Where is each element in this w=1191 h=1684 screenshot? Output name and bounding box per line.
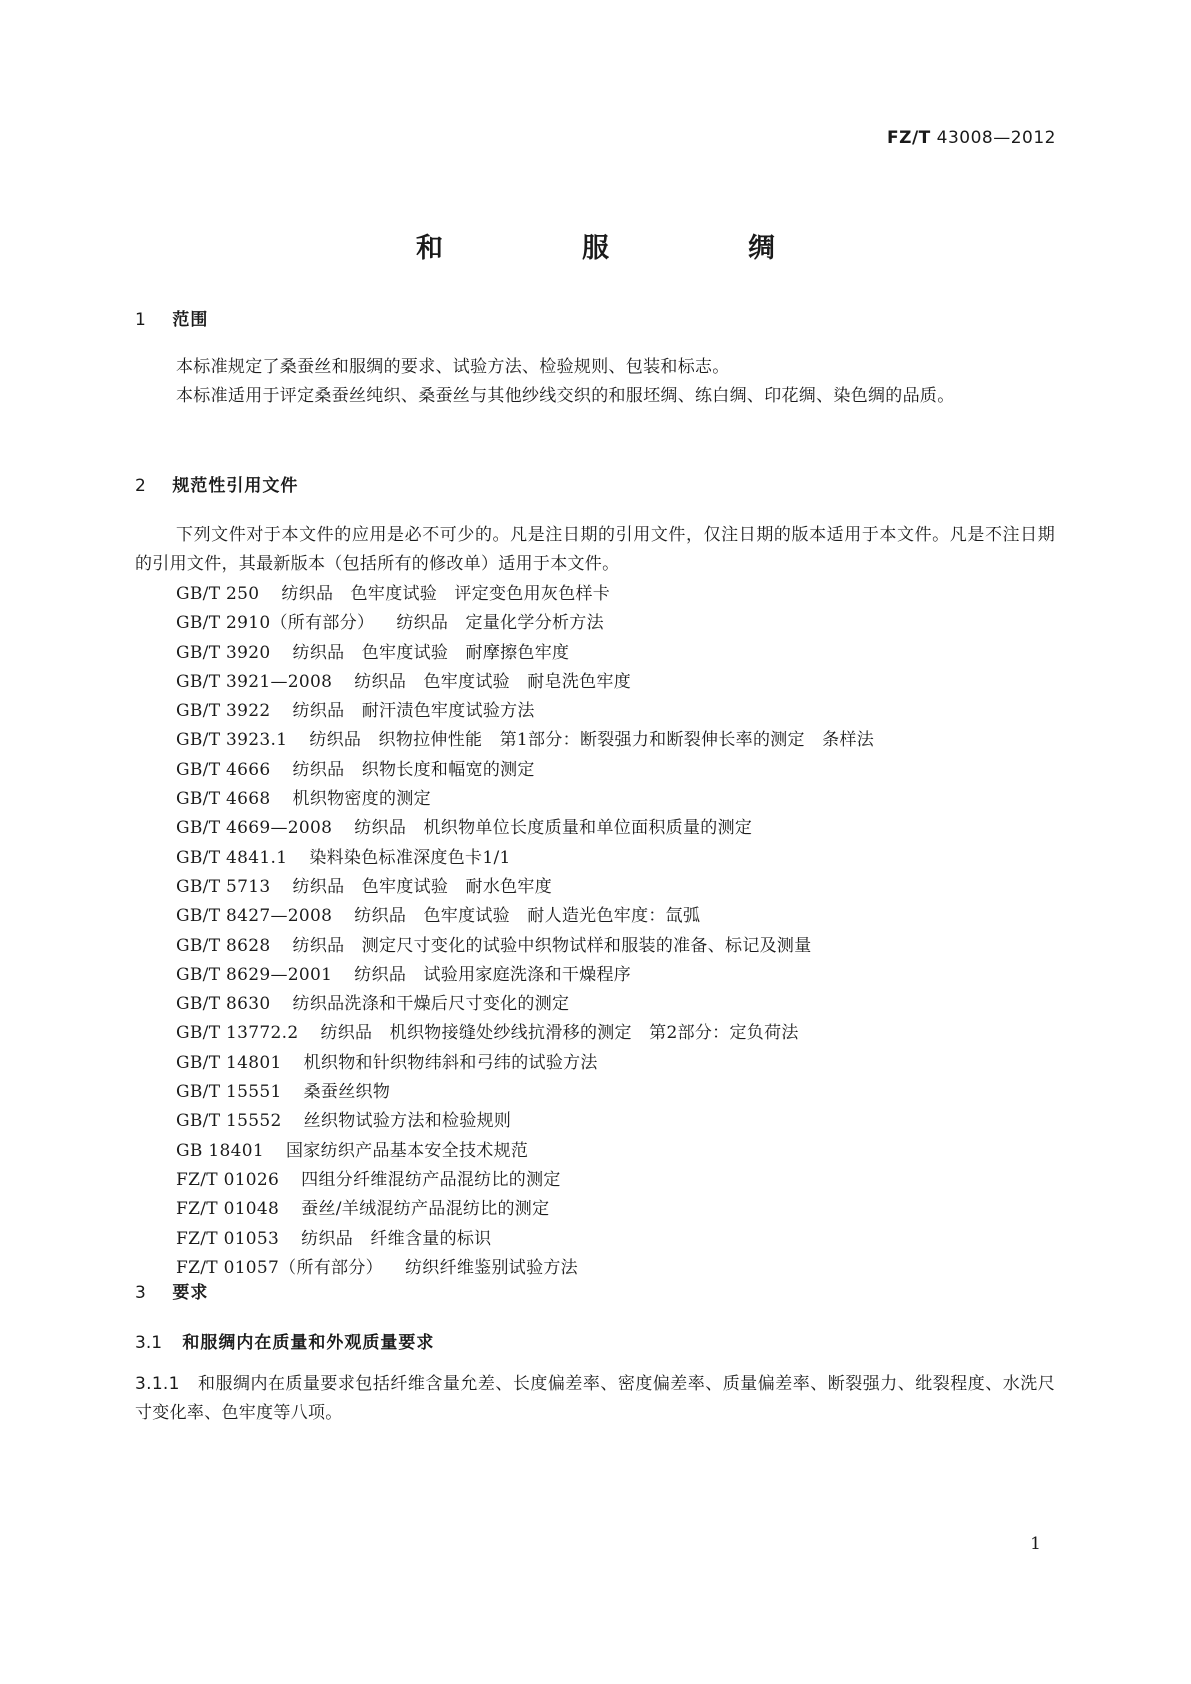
reference-title: 丝织物试验方法和检验规则 [303,1111,512,1132]
section-1-heading [135,305,208,330]
reference-item [176,1254,874,1283]
section-1-paragraph-1: 本标准规定了桑蚕丝和服绸的要求、试验方法、检验规则、包装和标志。 [176,357,730,377]
reference-title: 纺织品 机织物接缝处纱线抗滑移的测定 第2部分：定负荷法 [320,1023,799,1044]
reference-code: FZ/T 01026 [176,1169,280,1190]
section-number: 3 [135,1283,146,1303]
reference-code: GB/T 4666 [176,759,271,780]
document-title: 和 服 绸 [416,233,831,264]
reference-item [176,580,874,609]
section-number: 3.1 [135,1333,163,1353]
reference-title: 纺织品 色牢度试验 耐人造光色牢度：氙弧 [354,906,701,927]
reference-title: 纺织品 定量化学分析方法 [396,613,604,634]
reference-title: 蚕丝/羊绒混纺产品混纺比的测定 [301,1199,550,1220]
reference-title: 纺织品 耐汗渍色牢度试验方法 [292,701,535,722]
reference-code: FZ/T 01053 [176,1228,280,1249]
reference-title: 国家纺织产品基本安全技术规范 [285,1140,529,1161]
reference-item [176,873,874,902]
reference-title: 纺织品 织物长度和幅宽的测定 [292,759,535,780]
reference-code: FZ/T 01048 [176,1199,280,1220]
reference-item [176,1137,874,1166]
reference-title: 纺织纤维鉴别试验方法 [404,1257,578,1278]
section-number: 1 [135,310,146,330]
reference-title: 纺织品 色牢度试验 耐摩擦色牢度 [292,642,570,663]
reference-item [176,756,874,785]
reference-code: GB/T 5713 [176,876,271,897]
section-title: 规范性引用文件 [172,476,299,496]
section-3-heading [135,1278,208,1303]
reference-code: GB/T 15552 [176,1111,282,1132]
section-1-paragraph-2: 本标准适用于评定桑蚕丝纯织、桑蚕丝与其他纱线交织的和服坯绸、练白绸、印花绸、染色绸的品质。 [176,386,955,406]
reference-item [176,844,874,873]
reference-item [176,1107,874,1136]
section-2-intro: 下列文件对于本文件的应用是必不可少的。凡是注日期的引用文件，仅注日期的版本适用于本文件。凡是不注日期的引用文件，其最新版本（包括所有的修改单）适用于本文件。 [135,525,1055,574]
reference-code: GB/T 3921—2008 [176,671,333,692]
reference-code: GB/T 8427—2008 [176,906,333,927]
reference-code: GB 18401 [176,1140,264,1161]
reference-title: 四组分纤维混纺产品混纺比的测定 [301,1169,561,1190]
section-3-1-heading [135,1328,434,1353]
reference-item [176,639,874,668]
clause-number: 3.1.1 [135,1374,180,1394]
reference-item [176,609,874,638]
reference-title: 桑蚕丝织物 [303,1082,391,1103]
reference-item [176,1195,874,1224]
reference-item [176,1049,874,1078]
reference-title: 纺织品 织物拉伸性能 第1部分：断裂强力和断裂伸长率的测定 条样法 [309,730,875,751]
reference-title: 纺织品 色牢度试验 评定变色用灰色样卡 [281,584,611,604]
reference-title: 纺织品 机织物单位长度质量和单位面积质量的测定 [354,818,753,839]
reference-code: FZ/T 01057（所有部分） [176,1257,383,1278]
reference-item [176,1019,874,1048]
section-number: 2 [135,476,146,496]
reference-code: GB/T 4669—2008 [176,818,333,839]
reference-item [176,1225,874,1254]
reference-title: 纺织品 试验用家庭洗涤和干燥程序 [354,964,632,985]
clause-3-1-1 [135,1370,1055,1428]
reference-item [176,961,874,990]
reference-code: GB/T 250 [176,584,260,604]
reference-title: 染料染色标准深度色卡1/1 [309,847,511,868]
reference-code: GB/T 15551 [176,1082,282,1103]
reference-title: 纺织品洗涤和干燥后尺寸变化的测定 [292,994,570,1015]
reference-title: 机织物密度的测定 [292,789,431,810]
reference-title: 纺织品 色牢度试验 耐水色牢度 [292,876,553,897]
reference-item [176,668,874,697]
reference-item [176,1166,874,1195]
standard-code-prefix: FZ/T [887,128,931,148]
reference-item [176,726,874,755]
reference-title: 机织物和针织物纬斜和弓纬的试验方法 [303,1052,598,1073]
reference-code: GB/T 3922 [176,701,271,722]
reference-code: GB/T 14801 [176,1052,282,1073]
reference-code: GB/T 8629—2001 [176,964,333,985]
reference-title: 纺织品 测定尺寸变化的试验中织物试样和服装的准备、标记及测量 [292,935,812,956]
reference-code: GB/T 3923.1 [176,730,288,751]
page-number: 1 [1030,1534,1041,1554]
reference-item [176,902,874,931]
reference-item [176,697,874,726]
clause-text: 和服绸内在质量要求包括纤维含量允差、长度偏差率、密度偏差率、质量偏差率、断裂强力、纰裂程度、水洗尺寸变化率、色牢度等八项。 [135,1374,1055,1423]
section-title: 范围 [172,310,209,330]
reference-code: GB/T 3920 [176,642,271,663]
standard-code-number: 43008—2012 [936,128,1056,148]
section-title: 要求 [172,1283,209,1303]
section-2-heading [135,471,298,496]
reference-code: GB/T 13772.2 [176,1023,299,1044]
reference-code: GB/T 8630 [176,994,271,1015]
reference-code: GB/T 4668 [176,789,271,810]
reference-code: GB/T 4841.1 [176,847,288,868]
reference-title: 纺织品 色牢度试验 耐皂洗色牢度 [354,671,632,692]
reference-item [176,814,874,843]
reference-item [176,785,874,814]
reference-item [176,932,874,961]
reference-item [176,1078,874,1107]
reference-title: 纺织品 纤维含量的标识 [301,1228,492,1249]
reference-code: GB/T 2910（所有部分） [176,613,375,634]
section-title: 和服绸内在质量和外观质量要求 [182,1333,435,1353]
reference-item [176,990,874,1019]
reference-list [176,580,874,1283]
standard-code [887,128,1056,148]
reference-code: GB/T 8628 [176,935,271,956]
